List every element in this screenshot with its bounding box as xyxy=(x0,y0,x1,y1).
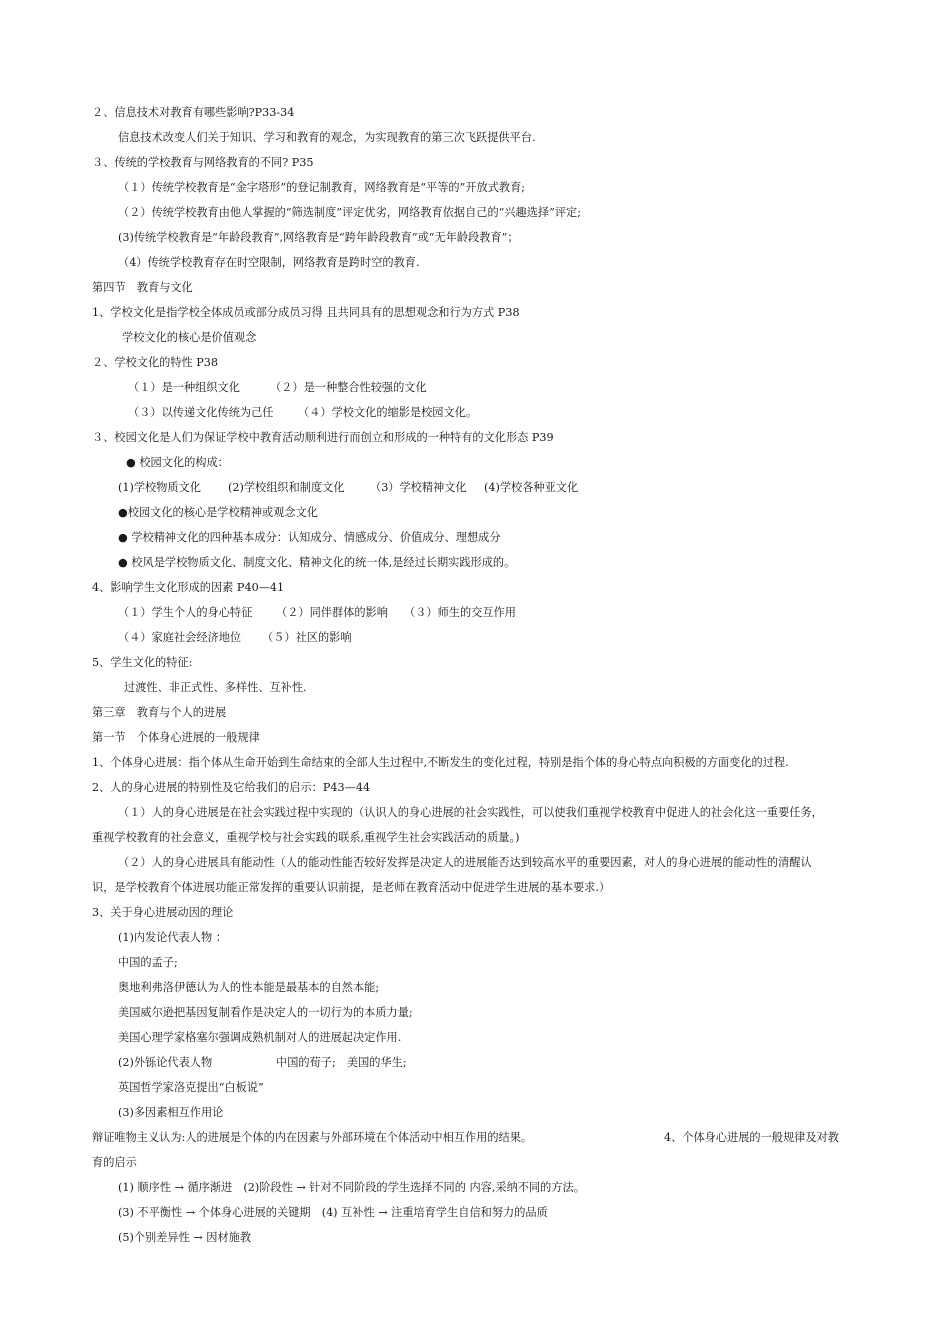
list-item: （５）社区的影响 xyxy=(262,631,352,644)
question-3-heading: ３、传统的学校教育与网络教育的不同? P35 xyxy=(92,156,314,169)
paragraph: 辩证唯物主义认为:人的进展是个体的内在因素与外部环境在个体活动中相互作用的结果。 xyxy=(92,1131,533,1144)
paragraph: 重视学校教育的社会意义，重视学校与社会实践的联系,重视学生社会实践活动的质量。) xyxy=(92,831,520,844)
list-item: （４）学校文化的缩影是校园文化。 xyxy=(298,406,478,419)
list-item: （１）学生个人的身心特征 xyxy=(118,606,253,619)
paragraph: 2、人的身心进展的特别性及它给我们的启示：P43—44 xyxy=(92,781,371,794)
paragraph: ２、学校文化的特性 P38 xyxy=(92,356,219,369)
list-item: （４）家庭社会经济地位 xyxy=(118,631,242,644)
bullet-item: ●校园文化的核心是学校精神或观念文化 xyxy=(118,506,318,519)
list-item: (5)个别差异性 → 因材施教 xyxy=(118,1231,252,1244)
bullet-item: ● 校风是学校物质文化、制度文化、精神文化的统一体,是经过长期实践形成的。 xyxy=(118,556,516,569)
list-item: （２）是一种整合性较强的文化 xyxy=(270,381,427,394)
answer-text: 信息技术改变人们关于知识、学习和教育的观念，为实现教育的第三次飞跃提供平台. xyxy=(118,131,536,144)
paragraph: 美国威尔逊把基因复制看作是决定人的一切行为的本质力量; xyxy=(118,1006,413,1019)
paragraph: 育的启示 xyxy=(92,1156,137,1169)
list-item: (1) 顺序性 → 循序渐进 (2)阶段性 → 针对不同阶段的学生选择不同的 内容,采纳不同的方法。 xyxy=(118,1181,585,1194)
paragraph: 识，是学校教育个体进展功能正常发挥的重要认识前提，是老师在教育活动中促进学生进展的基本要求.） xyxy=(92,881,611,894)
paragraph: 中国的孟子; xyxy=(118,956,178,969)
list-item: (3)传统学校教育是“年龄段教育”,网络教育是“跨年龄段教育”或“无年龄段教育”； xyxy=(118,231,519,244)
paragraph: 4、影响学生文化形成的因素 P40—41 xyxy=(92,581,285,594)
list-item: (1)内发论代表人物 ： xyxy=(118,931,227,944)
paragraph: 学校文化的核心是价值观念 xyxy=(122,331,257,344)
paragraph: 5、学生文化的特征: xyxy=(92,656,193,669)
list-item: (3) 不平衡性 → 个体身心进展的关键期 (4) 互补性 → 注重培育学生自信和努力的品质 xyxy=(118,1206,548,1219)
paragraph: 过渡性、非正式性、多样性、互补性. xyxy=(124,681,307,694)
list-item: （３）以传递文化传统为己任 xyxy=(128,406,274,419)
list-item: (1)学校物质文化 xyxy=(118,481,201,494)
list-item: （4）传统学校教育存在时空限制，网络教育是跨时空的教育. xyxy=(118,256,420,269)
paragraph: 奥地利弗洛伊德认为人的性本能是最基本的自然本能; xyxy=(118,981,380,994)
list-item: （１）是一种组织文化 xyxy=(128,381,240,394)
paragraph: 3、关于身心进展动因的理论 xyxy=(92,906,234,919)
paragraph: 美国心理学家格塞尔强调成熟机制对人的进展起决定作用. xyxy=(118,1031,402,1044)
paragraph: 1、学校文化是指学校全体成员或部分成员习得 且共同具有的思想观念和行为方式 P38 xyxy=(92,306,520,319)
list-item: （３）师生的交互作用 xyxy=(404,606,516,619)
paragraph: （１）人的身心进展是在社会实践过程中实现的（认识人的身心进展的社会实践性，可以使我们重视学校教育中促进人的社会化这一重要任务， xyxy=(118,806,823,819)
chapter-heading: 第三章 教育与个人的进展 xyxy=(92,706,227,719)
list-item: （3）学校精神文化 xyxy=(370,481,467,494)
list-item: (2)外铄论代表人物 xyxy=(118,1056,213,1069)
question-2-heading: ２、信息技术对教育有哪些影响?P33-34 xyxy=(92,106,295,119)
section-heading: 第四节 教育与文化 xyxy=(92,281,193,294)
list-item: （２）同伴群体的影响 xyxy=(276,606,388,619)
paragraph: 英国哲学家洛克提出“白板说” xyxy=(118,1081,264,1094)
list-item: (3)多因素相互作用论 xyxy=(118,1106,224,1119)
list-item: (4)学校各种亚文化 xyxy=(484,481,579,494)
list-item: (2)学校组织和制度文化 xyxy=(228,481,345,494)
paragraph: ３、校园文化是人们为保证学校中教育活动顺利进行而创立和形成的一种特有的文化形态 P39 xyxy=(92,431,554,444)
paragraph: （２）人的身心进展具有能动性（人的能动性能否较好发挥是决定人的进展能否达到较高水平的重要因素，对人的身心进展的能动性的清醒认 xyxy=(118,856,812,869)
paragraph: 1、个体身心进展：指个体从生命开始到生命结束的全部人生过程中,不断发生的变化过程，特别是指个体的身心特点向积极的方面变化的过程. xyxy=(92,756,789,769)
bullet-item: ● 学校精神文化的四种基本成分：认知成分、情感成分、价值成分、理想成分 xyxy=(118,531,501,544)
bullet-item: ● 校园文化的构成： xyxy=(126,456,229,469)
section-heading: 第一节 个体身心进展的一般规律 xyxy=(92,731,260,744)
list-item: （１）传统学校教育是“金字塔形”的登记制教育，网络教育是“平等的”开放式教育; xyxy=(118,181,526,194)
paragraph: 中国的荀子; 美国的华生; xyxy=(276,1056,407,1069)
question-4-heading: 4、个体身心进展的一般规律及对教 xyxy=(664,1131,839,1144)
list-item: （２）传统学校教育由他人掌握的“筛选制度”评定优劣，网络教育依据自己的“兴趣选择”评定; xyxy=(118,206,581,219)
